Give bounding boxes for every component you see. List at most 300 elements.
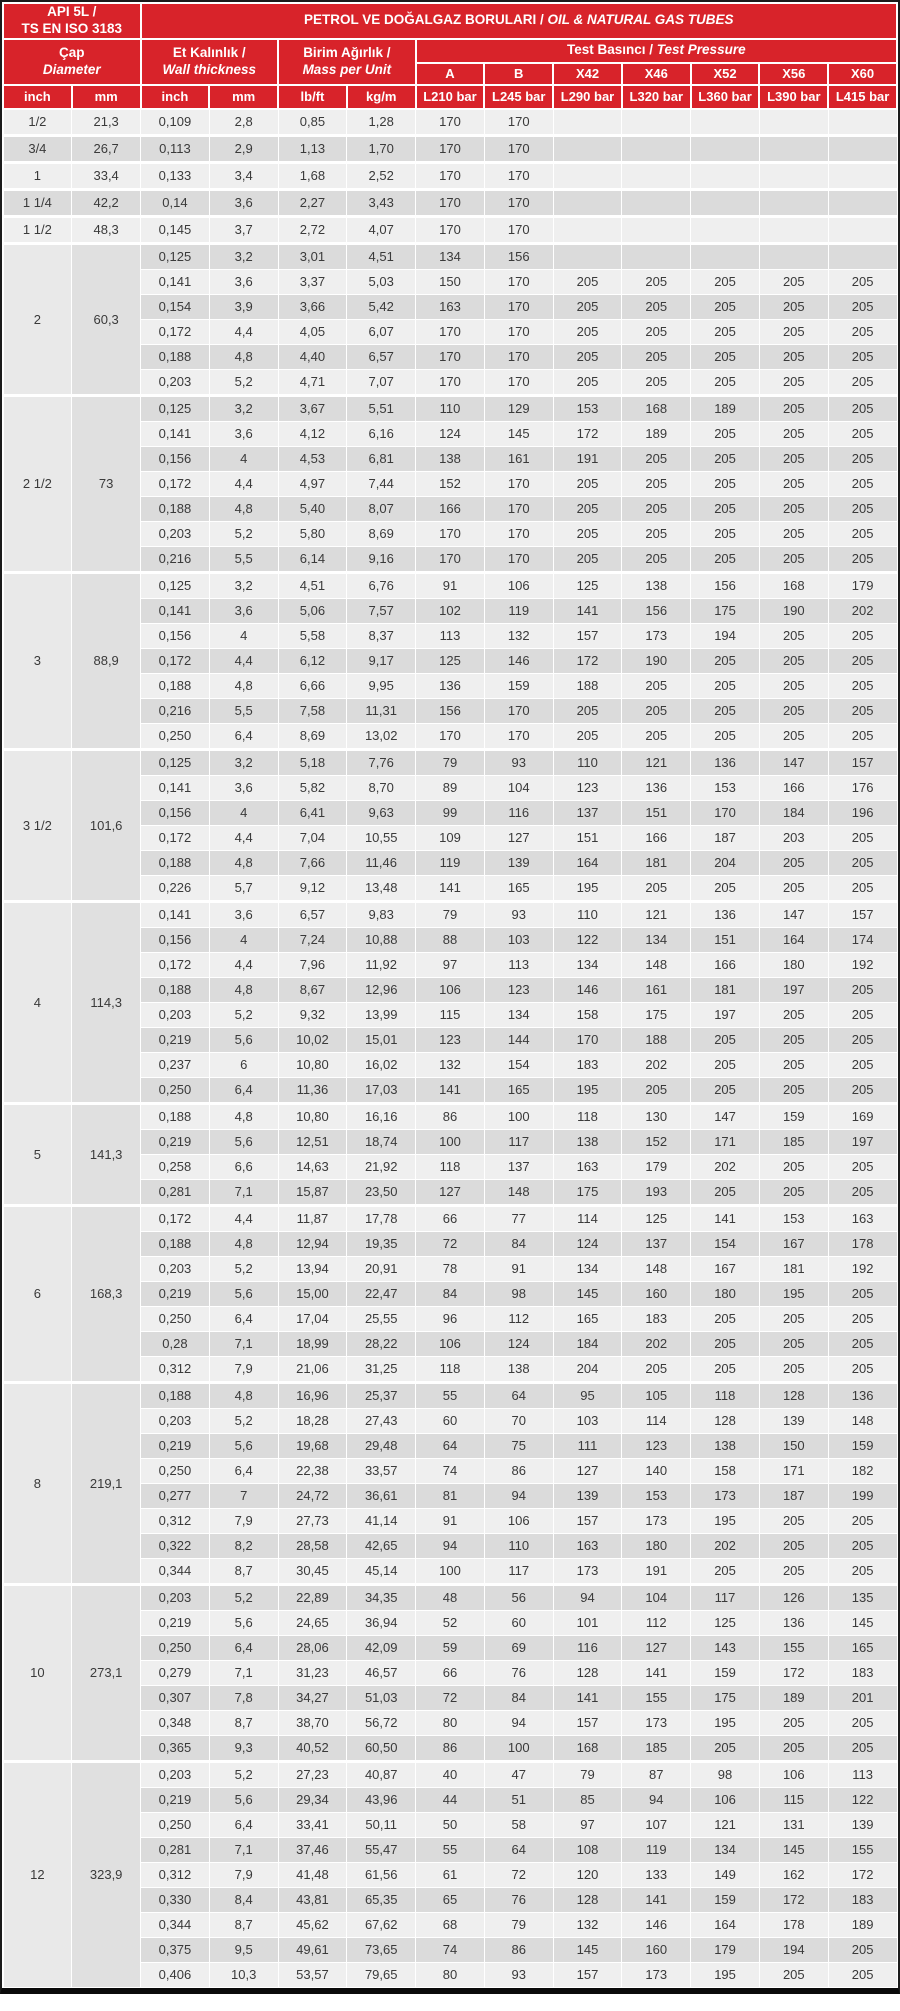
cell-b: 154 bbox=[484, 1052, 553, 1077]
cell-x52: 170 bbox=[691, 800, 760, 825]
diameter-inch-cell: 2 bbox=[3, 243, 72, 395]
cell-wall-inch: 0,156 bbox=[141, 623, 210, 648]
cell-mass-kgm: 56,72 bbox=[347, 1710, 416, 1735]
cell-b: 70 bbox=[484, 1408, 553, 1433]
cell-a: 123 bbox=[416, 1027, 485, 1052]
cell-x56: 172 bbox=[759, 1887, 828, 1912]
diameter-label-en: Diameter bbox=[42, 61, 101, 77]
cell-x56: 205 bbox=[759, 623, 828, 648]
cell-x46: 107 bbox=[622, 1812, 691, 1837]
cell-mass-lbft: 27,23 bbox=[278, 1761, 347, 1787]
cell-wall-mm: 5,2 bbox=[209, 1002, 278, 1027]
cell-wall-mm: 6,4 bbox=[209, 1077, 278, 1103]
cell-x60 bbox=[828, 216, 897, 243]
cell-wall-inch: 0,141 bbox=[141, 775, 210, 800]
cell-x52: 179 bbox=[691, 1937, 760, 1962]
cell-x56: 205 bbox=[759, 1027, 828, 1052]
cell-x56: 205 bbox=[759, 1356, 828, 1382]
cell-x46: 202 bbox=[622, 1331, 691, 1356]
cell-x56: 203 bbox=[759, 825, 828, 850]
cell-mass-kgm: 1,28 bbox=[347, 109, 416, 136]
cell-a: 125 bbox=[416, 648, 485, 673]
cell-mass-lbft: 24,65 bbox=[278, 1610, 347, 1635]
cell-mass-lbft: 41,48 bbox=[278, 1862, 347, 1887]
cell-x60: 205 bbox=[828, 1179, 897, 1205]
cell-x52: 205 bbox=[691, 1077, 760, 1103]
cell-x52: 195 bbox=[691, 1710, 760, 1735]
cell-mass-kgm: 21,92 bbox=[347, 1154, 416, 1179]
cell-b: 170 bbox=[484, 344, 553, 369]
cell-x56: 205 bbox=[759, 294, 828, 319]
cell-wall-inch: 0,172 bbox=[141, 1205, 210, 1231]
pressure-l320: L320 bar bbox=[622, 85, 691, 109]
cell-x46: 205 bbox=[622, 471, 691, 496]
cell-x46: 151 bbox=[622, 800, 691, 825]
cell-wall-mm: 6,4 bbox=[209, 1635, 278, 1660]
cell-a: 74 bbox=[416, 1458, 485, 1483]
cell-mass-kgm: 13,99 bbox=[347, 1002, 416, 1027]
cell-x60: 205 bbox=[828, 1356, 897, 1382]
cell-wall-mm: 7,1 bbox=[209, 1660, 278, 1685]
cell-x46: 181 bbox=[622, 850, 691, 875]
cell-b: 165 bbox=[484, 875, 553, 901]
diameter-inch-cell: 8 bbox=[3, 1382, 72, 1584]
cell-mass-kgm: 9,17 bbox=[347, 648, 416, 673]
cell-x60: 205 bbox=[828, 723, 897, 749]
cell-mass-kgm: 9,63 bbox=[347, 800, 416, 825]
diameter-inch-cell: 3 1/2 bbox=[3, 749, 72, 901]
cell-wall-mm: 5,6 bbox=[209, 1281, 278, 1306]
cell-a: 119 bbox=[416, 850, 485, 875]
cell-x56: 205 bbox=[759, 1962, 828, 1987]
cell-x46: 173 bbox=[622, 1508, 691, 1533]
cell-mass-lbft: 8,67 bbox=[278, 977, 347, 1002]
cell-wall-inch: 0,312 bbox=[141, 1356, 210, 1382]
cell-wall-mm: 3,6 bbox=[209, 901, 278, 927]
cell-x56: 205 bbox=[759, 1735, 828, 1761]
cell-mass-lbft: 34,27 bbox=[278, 1685, 347, 1710]
wall-label-en: Wall thickness bbox=[162, 61, 257, 77]
cell-x60: 205 bbox=[828, 1331, 897, 1356]
cell-x60: 157 bbox=[828, 749, 897, 775]
cell-a: 170 bbox=[416, 319, 485, 344]
cell-x52: 205 bbox=[691, 546, 760, 572]
cell-mass-lbft: 6,41 bbox=[278, 800, 347, 825]
cell-a: 138 bbox=[416, 446, 485, 471]
cell-b: 161 bbox=[484, 446, 553, 471]
cell-x60: 205 bbox=[828, 446, 897, 471]
cell-x60: 205 bbox=[828, 1052, 897, 1077]
cell-x56: 184 bbox=[759, 800, 828, 825]
cell-wall-inch: 0,125 bbox=[141, 243, 210, 269]
cell-x52: 154 bbox=[691, 1231, 760, 1256]
cell-wall-inch: 0,375 bbox=[141, 1937, 210, 1962]
cell-mass-kgm: 8,37 bbox=[347, 623, 416, 648]
cell-a: 97 bbox=[416, 952, 485, 977]
cell-wall-mm: 2,9 bbox=[209, 135, 278, 162]
unit-mass-kgm: kg/m bbox=[347, 85, 416, 109]
cell-x56: 136 bbox=[759, 1610, 828, 1635]
cell-a: 65 bbox=[416, 1887, 485, 1912]
cell-x60: 205 bbox=[828, 1937, 897, 1962]
cell-x56: 166 bbox=[759, 775, 828, 800]
cell-a: 170 bbox=[416, 216, 485, 243]
cell-mass-kgm: 42,65 bbox=[347, 1533, 416, 1558]
cell-x46 bbox=[622, 109, 691, 136]
cell-x42: 195 bbox=[553, 1077, 622, 1103]
cell-b: 170 bbox=[484, 496, 553, 521]
cell-mass-kgm: 55,47 bbox=[347, 1837, 416, 1862]
cell-x42: 157 bbox=[553, 623, 622, 648]
cell-a: 106 bbox=[416, 1331, 485, 1356]
cell-x46: 179 bbox=[622, 1154, 691, 1179]
cell-x60: 205 bbox=[828, 421, 897, 446]
cell-x60: 205 bbox=[828, 1735, 897, 1761]
cell-wall-inch: 0,250 bbox=[141, 1077, 210, 1103]
cell-x60: 139 bbox=[828, 1812, 897, 1837]
cell-x46: 141 bbox=[622, 1660, 691, 1685]
cell-x42: 158 bbox=[553, 1002, 622, 1027]
cell-x56 bbox=[759, 216, 828, 243]
cell-x46: 173 bbox=[622, 1710, 691, 1735]
cell-wall-inch: 0,307 bbox=[141, 1685, 210, 1710]
cell-b: 170 bbox=[484, 698, 553, 723]
cell-x56 bbox=[759, 189, 828, 216]
cell-wall-mm: 3,9 bbox=[209, 294, 278, 319]
cell-b: 117 bbox=[484, 1558, 553, 1584]
cell-x60: 165 bbox=[828, 1635, 897, 1660]
cell-x42: 145 bbox=[553, 1281, 622, 1306]
cell-b: 84 bbox=[484, 1685, 553, 1710]
cell-wall-inch: 0,141 bbox=[141, 269, 210, 294]
cell-x42: 170 bbox=[553, 1027, 622, 1052]
cell-mass-lbft: 9,12 bbox=[278, 875, 347, 901]
cell-x42: 138 bbox=[553, 1129, 622, 1154]
cell-x60: 205 bbox=[828, 673, 897, 698]
cell-x42: 205 bbox=[553, 269, 622, 294]
cell-wall-inch: 0,188 bbox=[141, 673, 210, 698]
cell-a: 89 bbox=[416, 775, 485, 800]
cell-wall-inch: 0,188 bbox=[141, 1382, 210, 1408]
cell-a: 118 bbox=[416, 1154, 485, 1179]
cell-wall-inch: 0,322 bbox=[141, 1533, 210, 1558]
cell-x42 bbox=[553, 135, 622, 162]
cell-mass-kgm: 7,07 bbox=[347, 369, 416, 395]
cell-x46: 180 bbox=[622, 1533, 691, 1558]
cell-x42: 110 bbox=[553, 901, 622, 927]
cell-x56 bbox=[759, 243, 828, 269]
cell-x52: 205 bbox=[691, 723, 760, 749]
diameter-mm-cell: 26,7 bbox=[72, 135, 141, 162]
diameter-inch-cell: 5 bbox=[3, 1103, 72, 1205]
cell-wall-inch: 0,203 bbox=[141, 369, 210, 395]
cell-x56: 180 bbox=[759, 952, 828, 977]
cell-wall-mm: 4,8 bbox=[209, 344, 278, 369]
cell-a: 44 bbox=[416, 1787, 485, 1812]
cell-wall-inch: 0,258 bbox=[141, 1154, 210, 1179]
cell-mass-lbft: 4,51 bbox=[278, 572, 347, 598]
cell-x46: 173 bbox=[622, 1962, 691, 1987]
cell-mass-kgm: 33,57 bbox=[347, 1458, 416, 1483]
cell-wall-mm: 3,6 bbox=[209, 775, 278, 800]
cell-x42: 157 bbox=[553, 1710, 622, 1735]
cell-x60: 155 bbox=[828, 1837, 897, 1862]
cell-x60: 205 bbox=[828, 319, 897, 344]
cell-x56: 205 bbox=[759, 723, 828, 749]
cell-x60: 205 bbox=[828, 369, 897, 395]
cell-mass-lbft: 31,23 bbox=[278, 1660, 347, 1685]
cell-x46: 189 bbox=[622, 421, 691, 446]
cell-wall-mm: 7,1 bbox=[209, 1837, 278, 1862]
cell-x60: 174 bbox=[828, 927, 897, 952]
table-row bbox=[3, 109, 897, 136]
page-title bbox=[141, 3, 897, 39]
cell-mass-lbft: 4,97 bbox=[278, 471, 347, 496]
cell-b: 86 bbox=[484, 1937, 553, 1962]
diameter-mm-cell: 114,3 bbox=[72, 901, 141, 1103]
cell-x52: 121 bbox=[691, 1812, 760, 1837]
cell-mass-kgm: 43,96 bbox=[347, 1787, 416, 1812]
cell-x56: 205 bbox=[759, 1508, 828, 1533]
cell-a: 61 bbox=[416, 1862, 485, 1887]
cell-x56: 145 bbox=[759, 1837, 828, 1862]
cell-x52: 205 bbox=[691, 471, 760, 496]
cell-wall-mm: 4,8 bbox=[209, 977, 278, 1002]
cell-mass-lbft: 37,46 bbox=[278, 1837, 347, 1862]
cell-x60: 201 bbox=[828, 1685, 897, 1710]
cell-x42: 205 bbox=[553, 369, 622, 395]
cell-mass-kgm: 79,65 bbox=[347, 1962, 416, 1987]
cell-x52: 141 bbox=[691, 1205, 760, 1231]
cell-mass-lbft: 10,80 bbox=[278, 1052, 347, 1077]
cell-x46: 94 bbox=[622, 1787, 691, 1812]
cell-x52 bbox=[691, 109, 760, 136]
diameter-inch-cell: 2 1/2 bbox=[3, 395, 72, 572]
cell-x46: 156 bbox=[622, 598, 691, 623]
cell-x52: 205 bbox=[691, 294, 760, 319]
cell-a: 170 bbox=[416, 369, 485, 395]
cell-x42 bbox=[553, 216, 622, 243]
cell-mass-lbft: 11,36 bbox=[278, 1077, 347, 1103]
test-label-en: Test Pressure bbox=[656, 42, 746, 58]
cell-mass-kgm: 13,48 bbox=[347, 875, 416, 901]
cell-x56: 106 bbox=[759, 1761, 828, 1787]
cell-mass-kgm: 46,57 bbox=[347, 1660, 416, 1685]
cell-x42: 172 bbox=[553, 421, 622, 446]
cell-b: 113 bbox=[484, 952, 553, 977]
cell-x42: 204 bbox=[553, 1356, 622, 1382]
pressure-l390: L390 bar bbox=[759, 85, 828, 109]
cell-x60: 197 bbox=[828, 1129, 897, 1154]
cell-x46: 205 bbox=[622, 521, 691, 546]
cell-mass-lbft: 4,53 bbox=[278, 446, 347, 471]
cell-mass-kgm: 40,87 bbox=[347, 1761, 416, 1787]
cell-wall-mm: 4,4 bbox=[209, 648, 278, 673]
cell-wall-inch: 0,279 bbox=[141, 1660, 210, 1685]
cell-a: 132 bbox=[416, 1052, 485, 1077]
cell-wall-inch: 0,219 bbox=[141, 1433, 210, 1458]
cell-mass-kgm: 36,94 bbox=[347, 1610, 416, 1635]
cell-mass-lbft: 4,05 bbox=[278, 319, 347, 344]
cell-a: 84 bbox=[416, 1281, 485, 1306]
cell-mass-kgm: 7,57 bbox=[347, 598, 416, 623]
cell-mass-kgm: 2,52 bbox=[347, 162, 416, 189]
cell-wall-inch: 0,188 bbox=[141, 344, 210, 369]
cell-wall-mm: 7,9 bbox=[209, 1862, 278, 1887]
cell-wall-inch: 0,145 bbox=[141, 216, 210, 243]
unit-mass-lbft: lb/ft bbox=[278, 85, 347, 109]
cell-x56: 205 bbox=[759, 1077, 828, 1103]
cell-mass-lbft: 5,40 bbox=[278, 496, 347, 521]
cell-b: 104 bbox=[484, 775, 553, 800]
cell-a: 170 bbox=[416, 723, 485, 749]
cell-x60 bbox=[828, 162, 897, 189]
cell-x52 bbox=[691, 135, 760, 162]
cell-wall-inch: 0,172 bbox=[141, 319, 210, 344]
cell-x52: 205 bbox=[691, 648, 760, 673]
diameter-inch-cell: 4 bbox=[3, 901, 72, 1103]
cell-a: 59 bbox=[416, 1635, 485, 1660]
cell-a: 110 bbox=[416, 395, 485, 421]
diameter-inch-cell: 1 bbox=[3, 162, 72, 189]
title-english: OIL & NATURAL GAS TUBES bbox=[547, 12, 734, 28]
table-row bbox=[3, 749, 897, 775]
diameter-inch-cell: 6 bbox=[3, 1205, 72, 1382]
cell-b: 91 bbox=[484, 1256, 553, 1281]
cell-b: 170 bbox=[484, 189, 553, 216]
cell-mass-kgm: 7,44 bbox=[347, 471, 416, 496]
cell-x52: 194 bbox=[691, 623, 760, 648]
cell-x60: 205 bbox=[828, 648, 897, 673]
cell-x46: 188 bbox=[622, 1027, 691, 1052]
cell-mass-lbft: 38,70 bbox=[278, 1710, 347, 1735]
cell-x46: 133 bbox=[622, 1862, 691, 1887]
cell-mass-lbft: 30,45 bbox=[278, 1558, 347, 1584]
cell-x60: 157 bbox=[828, 901, 897, 927]
cell-x42: 125 bbox=[553, 572, 622, 598]
cell-x52: 173 bbox=[691, 1483, 760, 1508]
cell-wall-inch: 0,141 bbox=[141, 901, 210, 927]
cell-x42: 139 bbox=[553, 1483, 622, 1508]
cell-a: 94 bbox=[416, 1533, 485, 1558]
cell-x46: 185 bbox=[622, 1735, 691, 1761]
grade-x60: X60 bbox=[828, 63, 897, 85]
cell-mass-lbft: 33,41 bbox=[278, 1812, 347, 1837]
cell-b: 170 bbox=[484, 369, 553, 395]
cell-x46: 205 bbox=[622, 1356, 691, 1382]
cell-x46: 160 bbox=[622, 1281, 691, 1306]
cell-mass-kgm: 9,83 bbox=[347, 901, 416, 927]
cell-x42: 120 bbox=[553, 1862, 622, 1887]
cell-mass-kgm: 67,62 bbox=[347, 1912, 416, 1937]
cell-mass-lbft: 15,00 bbox=[278, 1281, 347, 1306]
wall-label-tr: Et Kalınlık / bbox=[172, 44, 246, 60]
col-header-test-pressure bbox=[416, 39, 897, 63]
cell-wall-mm: 5,5 bbox=[209, 698, 278, 723]
cell-x42 bbox=[553, 243, 622, 269]
cell-x42: 153 bbox=[553, 395, 622, 421]
cell-x56: 168 bbox=[759, 572, 828, 598]
cell-wall-mm: 8,7 bbox=[209, 1558, 278, 1584]
cell-mass-lbft: 4,12 bbox=[278, 421, 347, 446]
cell-x52: 205 bbox=[691, 1331, 760, 1356]
cell-mass-kgm: 25,37 bbox=[347, 1382, 416, 1408]
cell-x56: 167 bbox=[759, 1231, 828, 1256]
cell-a: 109 bbox=[416, 825, 485, 850]
cell-x46: 161 bbox=[622, 977, 691, 1002]
cell-wall-mm: 8,7 bbox=[209, 1710, 278, 1735]
cell-x42: 124 bbox=[553, 1231, 622, 1256]
cell-b: 94 bbox=[484, 1710, 553, 1735]
cell-wall-mm: 6,4 bbox=[209, 723, 278, 749]
cell-x46: 87 bbox=[622, 1761, 691, 1787]
table-header bbox=[3, 3, 897, 109]
diameter-mm-cell: 42,2 bbox=[72, 189, 141, 216]
cell-mass-lbft: 22,89 bbox=[278, 1584, 347, 1610]
diameter-mm-cell: 323,9 bbox=[72, 1761, 141, 1987]
cell-x52: 134 bbox=[691, 1837, 760, 1862]
cell-x56: 205 bbox=[759, 698, 828, 723]
cell-mass-lbft: 43,81 bbox=[278, 1887, 347, 1912]
cell-a: 100 bbox=[416, 1558, 485, 1584]
cell-x52: 138 bbox=[691, 1433, 760, 1458]
cell-wall-inch: 0,250 bbox=[141, 1458, 210, 1483]
cell-b: 124 bbox=[484, 1331, 553, 1356]
cell-x42: 122 bbox=[553, 927, 622, 952]
cell-x42: 101 bbox=[553, 1610, 622, 1635]
cell-b: 76 bbox=[484, 1887, 553, 1912]
cell-x46: 205 bbox=[622, 446, 691, 471]
cell-b: 93 bbox=[484, 749, 553, 775]
cell-mass-lbft: 2,72 bbox=[278, 216, 347, 243]
cell-x56: 205 bbox=[759, 319, 828, 344]
cell-x46: 205 bbox=[622, 496, 691, 521]
cell-mass-kgm: 6,16 bbox=[347, 421, 416, 446]
cell-b: 60 bbox=[484, 1610, 553, 1635]
cell-mass-kgm: 8,70 bbox=[347, 775, 416, 800]
cell-x46: 134 bbox=[622, 927, 691, 952]
cell-wall-mm: 4 bbox=[209, 800, 278, 825]
cell-x42: 191 bbox=[553, 446, 622, 471]
cell-mass-kgm: 6,81 bbox=[347, 446, 416, 471]
cell-x56: 115 bbox=[759, 1787, 828, 1812]
cell-mass-lbft: 2,27 bbox=[278, 189, 347, 216]
cell-x46: 205 bbox=[622, 698, 691, 723]
cell-x52: 205 bbox=[691, 521, 760, 546]
cell-wall-mm: 3,6 bbox=[209, 421, 278, 446]
cell-x46: 155 bbox=[622, 1685, 691, 1710]
cell-x46 bbox=[622, 189, 691, 216]
cell-x60: 159 bbox=[828, 1433, 897, 1458]
cell-b: 146 bbox=[484, 648, 553, 673]
cell-a: 99 bbox=[416, 800, 485, 825]
cell-x60: 183 bbox=[828, 1887, 897, 1912]
cell-x52: 205 bbox=[691, 344, 760, 369]
cell-a: 118 bbox=[416, 1356, 485, 1382]
cell-b: 64 bbox=[484, 1382, 553, 1408]
cell-mass-lbft: 27,73 bbox=[278, 1508, 347, 1533]
cell-wall-inch: 0,312 bbox=[141, 1508, 210, 1533]
cell-x56: 171 bbox=[759, 1458, 828, 1483]
cell-wall-mm: 3,6 bbox=[209, 598, 278, 623]
unit-wall-mm: mm bbox=[209, 85, 278, 109]
cell-wall-mm: 7,9 bbox=[209, 1356, 278, 1382]
cell-mass-lbft: 6,66 bbox=[278, 673, 347, 698]
cell-wall-mm: 4,8 bbox=[209, 1231, 278, 1256]
cell-wall-mm: 5,6 bbox=[209, 1787, 278, 1812]
cell-wall-mm: 5,5 bbox=[209, 546, 278, 572]
cell-x52: 128 bbox=[691, 1408, 760, 1433]
